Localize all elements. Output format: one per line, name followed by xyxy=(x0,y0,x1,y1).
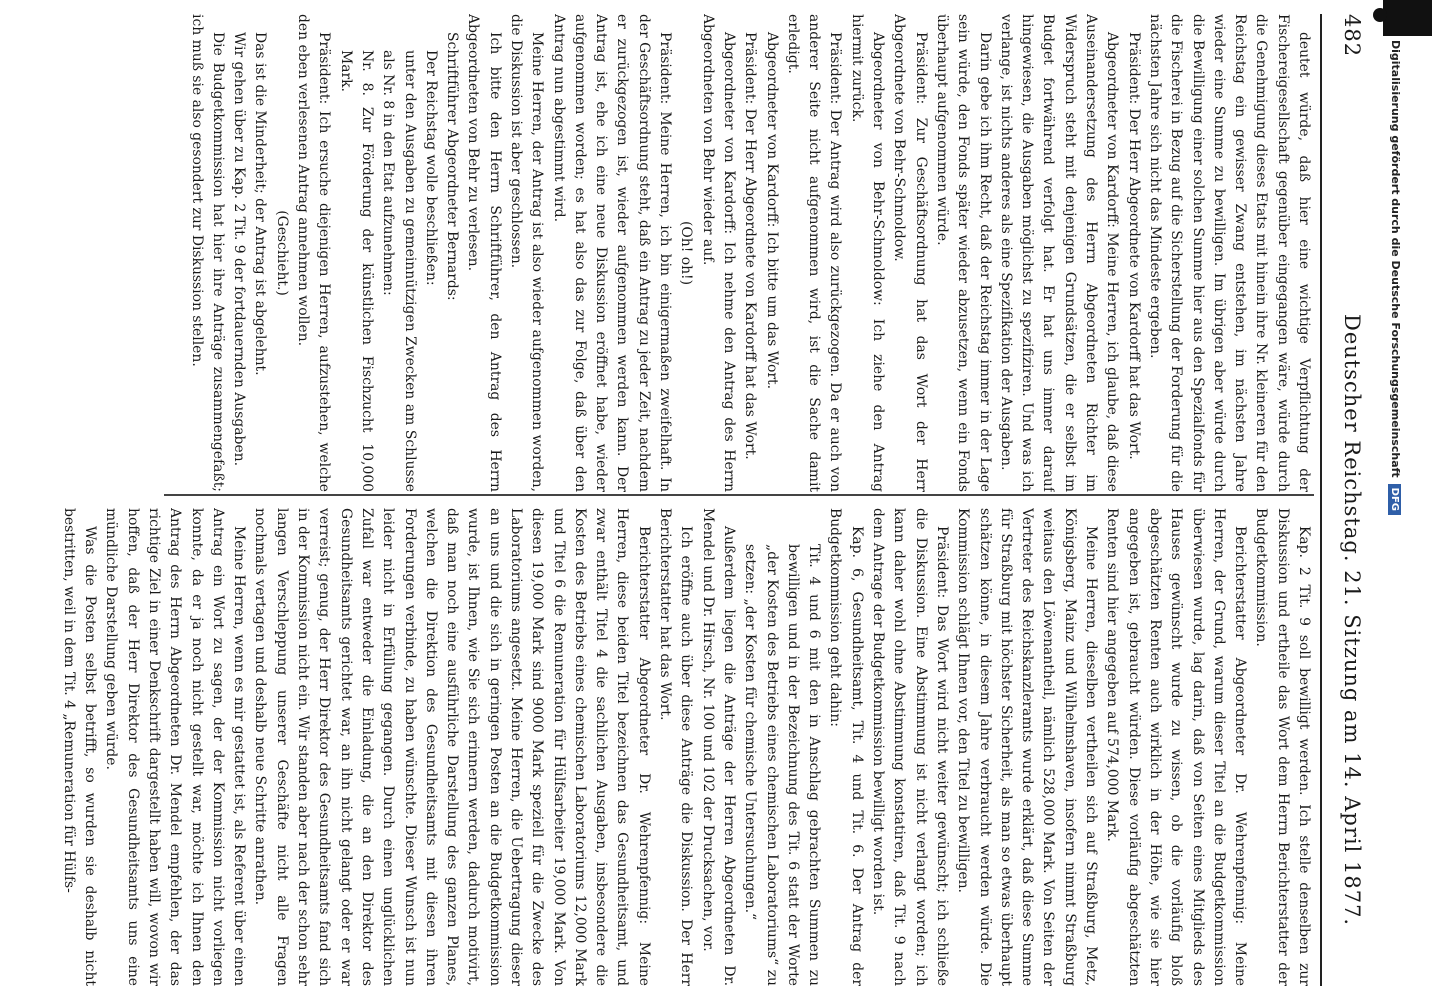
motion-text: Der Reichstag wolle beschließen: xyxy=(422,50,439,286)
newspaper-page xyxy=(18,0,1370,1000)
motion-text: Tit. 4 und 6 mit den in Anschlag gebrachten Summen zu bewilligen und in der Bezeichnung des Tit. 6 statt der Worte „der Kosten des Betriebs eines chemischen Laboratoriums“ zu setzen: „der Kosten für chemische Untersuchungen.“ xyxy=(742,544,823,986)
paragraph: Berichterstatter Abgeordneter Dr. Wehrenpfennig: Meine Herren, der Grund, warum dieser Titel an die Budgetkommission überwiesen wurde, lag darin, daß von Seiten eines Mitglieds des Hauses gewünscht wurde zu wissen, ob die vorläufig bloß abgeschätzten Renten auch wirklich in der Höhe, wie sie hier angegeben ist, gebraucht würden. Diese vorläufig abgeschätzten Renten sind hier angegeben auf 574,000 Mark. xyxy=(1104,508,1249,986)
paragraph: Abgeordneter von Kardorff: Ich bitte um das Wort. xyxy=(763,32,780,390)
paragraph: Das ist die Minderheit; der Antrag ist abgelehnt. xyxy=(252,32,269,376)
paragraph: Was die Posten selbst betrifft, so wurden sie deshalb nicht bestritten, weil in dem Tit. 4 „Remuneration für Hülfs- xyxy=(60,508,99,986)
paragraph: Schriftführer Abgeordneter Bernards: xyxy=(444,32,461,301)
paragraph: Präsident: Der Herr Abgeordnete von Kardorff hat das Wort. xyxy=(742,32,759,460)
dfg-logo: DFG xyxy=(1388,484,1401,515)
motion-text: unter den Ausgaben zu gemeinnützigen Zwecken am Schlusse als Nr. 8 in den Etat aufzunehmen: xyxy=(380,50,418,492)
paragraph: Präsident: Der Herr Abgeordnete von Kardorff hat das Wort. xyxy=(1125,32,1142,460)
paragraph: Abgeordneter von Kardorff: Ich nehme den Antrag des Herrn Abgeordneten von Behr wieder auf. xyxy=(699,14,737,492)
digitization-credit-text: Digitalisierung gefördert durch die Deutsche Forschungsgemeinschaft xyxy=(1389,40,1402,478)
header-rule xyxy=(1320,14,1322,986)
paragraph: Außerdem liegen die Anträge der Herren Abgeordneten Dr. Mendel und Dr. Hirsch, Nr. 100 und 102 der Drucksachen, vor. xyxy=(699,508,737,986)
paragraph: Die Budgetkommission hat hier ihre Anträge zusammengefaßt; ich muß sie also gesondert zur Diskussion stellen. xyxy=(188,14,226,492)
paragraph: Berichterstatter Abgeordneter Dr. Wehrenpfennig: Meine Herren, diese beiden Titel bezeichnen das Gesundheitsamt, und zwar enthält Titel 4 die sachlichen Ausgaben, insbesondere die Kosten des Betriebs eines chemischen Laboratoriums 12,000 Mark und Titel 6 die Remuneration für Hülfsarbeiter 19,000 Mark. Von diesen 19,000 Mark sind 9000 Mark speziell für die Zwecke des Laboratoriums angesetzt. Meine Herren, die Uebertragung dieser an uns und die sich in geringen Posten an die Budgetkommission wurde, ist Ihnen, wie Sie sich erinnern werden, dadurch motivirt, daß man noch eine ausführliche Darstellung des ganzen Planes, welchen die Direktion des Gesundheitsamts mit diesen ihren Forderungen verbinde, zu haben wünschte. Dieser Wunsch ist nun leider nicht in Erfüllung gegangen. Durch einen unglücklichen Zufall war entweder die Einladung, die an den Direktor des Gesundheitsamts gerichtet war, an ihn nicht gelangt oder er war verreist; genug, der Herr Direktor des Gesundheitsamts fand sich in der Kommission nicht ein. Wir standen aber nach der schon sehr langen Verschleppung unserer Geschäfte nicht alle Fragen nochmals vertagen und deshalb neue Schritte anrathen. xyxy=(252,508,652,986)
paragraph: Präsident: Zur Geschäftsordnung hat das Wort der Herr Abgeordnete von Behr-Schmoldow. xyxy=(891,14,929,492)
interjection: (Oh! oh!) xyxy=(678,220,695,286)
paragraph: Meine Herren, dieselben vertheilen sich auf Straßburg, Metz, Königsberg, Mainz und Wilhelmshaven, insofern nimmt Straßburg weitaus den Löwenantheil, nämlich 528,000 Mark. Von Seiten der Vertreter des Reichskanzleramts wurde erklärt, daß diese Summe für Straßburg mit höchster Sicherheit, als man so etwas überhaupt schätzen könne, in diesem Jahre verbraucht werden würde. Die Kommission schlägt Ihnen vor, den Titel zu bewilligen. xyxy=(955,508,1100,986)
paragraph: Meine Herren, der Antrag ist also wieder aufgenommen worden, die Diskussion ist aber geschlossen. xyxy=(508,14,546,492)
digitization-credit xyxy=(1380,40,1402,960)
page-header xyxy=(1324,14,1364,986)
header-title: Deutscher Reichstag. 21. Sitzung am 14. April 1877. xyxy=(1340,314,1364,927)
paragraph: Wir gehen über zu Kap. 2 Tit. 9 der fortdauernden Ausgaben. xyxy=(231,32,248,467)
paragraph: Präsident: Der Antrag wird also zurückgezogen. Da er auch von anderer Seite nicht aufgenommen wird, ist die Sache damit erledigt. xyxy=(784,14,844,492)
paragraph: Darin gebe ich ihm Recht, daß der Reichstag immer in der Lage sein würde, den Fonds später wieder abzusetzen, wenn ein Fonds überhaupt aufgenommen würde. xyxy=(933,14,993,492)
paragraph: Präsident: Ich ersuche diejenigen Herren, aufzustehen, welche den eben verlesenen Antrag annehmen wollen. xyxy=(295,14,333,492)
paragraph: Kap. 2 Tit. 9 soll bewilligt werden. Ich stelle denselben zur Diskussion und ertheile das Wort dem Herrn Berichterstatter der Budgetkommission. xyxy=(1253,508,1312,986)
paragraph: Präsident: Das Wort wird nicht weiter gewünscht; ich schließe die Diskussion. Eine Abstimmung ist nicht verlangt worden; ich kann daher wohl ohne Abstimmung konstatiren, daß Tit. 9 nach dem Antrage der Budgetkommission bewilligt worden ist. xyxy=(870,508,950,986)
paragraph: Abgeordneter von Behr-Schmoldow: Ich ziehe den Antrag hiermit zurück. xyxy=(848,14,887,492)
paragraph: Kap. 6, Gesundheitsamt, Tit. 4 und Tit. 6. Der Antrag der Budgetkommission geht dahin: xyxy=(827,508,865,986)
paragraph: Ich eröffne auch über diese Anträge die Diskussion. Der Herr Berichterstatter hat das Wort. xyxy=(657,508,695,986)
paragraph: Ich bitte den Herrn Schriftführer, den Antrag des Herrn Abgeordneten von Behr zu verlesen. xyxy=(465,14,503,492)
page-number: 482 xyxy=(1340,14,1364,58)
paragraph: Präsident: Meine Herren, ich bin einigermaßen zweifelhaft. In der Geschäftsordnung steht, daß ein Antrag zu jeder Zeit, nachdem er zurückgezogen ist, wieder aufgenommen werden kann. Der Antrag ist, ehe ich eine neue Diskussion eröffnet habe, wieder aufgenommen worden; es hat also das zur Folge, daß über den Antrag nun abgestimmt wird. xyxy=(550,14,674,492)
interjection: (Geschieht.) xyxy=(273,210,290,296)
paragraph: Abgeordneter von Kardorff: Meine Herren, ich glaube, daß diese Auseinandersetzung des Herrn Abgeordneten Richter im Widerspruch steht mit denjenigen Grundsätzen, die er selbst im Budget fortwährend verfolgt hat. Er hat uns immer darauf hingewiesen, die Ausgaben möglichst zu spezifiziren. Und was ich verlange, ist nichts anderes als eine Spezifikation der Ausgaben. xyxy=(997,14,1121,492)
left-column xyxy=(54,14,1314,492)
binding-mark xyxy=(1383,0,1432,36)
paragraph: deutet würde, daß hier eine wichtige Verpflichtung der Fischereigesellschaft gegenüber eingegangen wäre, würde durch die Genehmigung dieses Etats mit hinein ihre Nr. kleineren für den Reichstag ein gewisser Zwang entstehen, im nächsten Jahre wieder eine Summe zu bewilligen. Im übrigen aber würde durch die Bewilligung einer solchen Summe hier aus den Spezialfonds für die Fischerei in Bezug auf die Sicherstellung der Forderung für die nächsten Jahre sich nicht das Mindeste ergeben. xyxy=(1146,14,1312,492)
paragraph: Meine Herren, wenn es mir gestattet ist, als Referent über einen Antrag ein Wort zu sagen, der der Kommission nicht vorliegen konnte, da er ja noch nicht gestellt war, möchte ich Ihnen den Antrag des Herrn Abgeordneten Dr. Mendel empfehlen, der das richtige Ziel in einer Denkschrift dargestellt haben will, wovon wir hoffen, daß der Herr Direktor des Gesundheitsamts uns eine mündliche Darstellung geben würde. xyxy=(103,508,248,986)
motion-text: Nr. 8. Zur Förderung der künstlichen Fischzucht 10,000 Mark. xyxy=(337,50,375,492)
right-column xyxy=(54,508,1314,986)
column-divider xyxy=(164,494,1314,496)
